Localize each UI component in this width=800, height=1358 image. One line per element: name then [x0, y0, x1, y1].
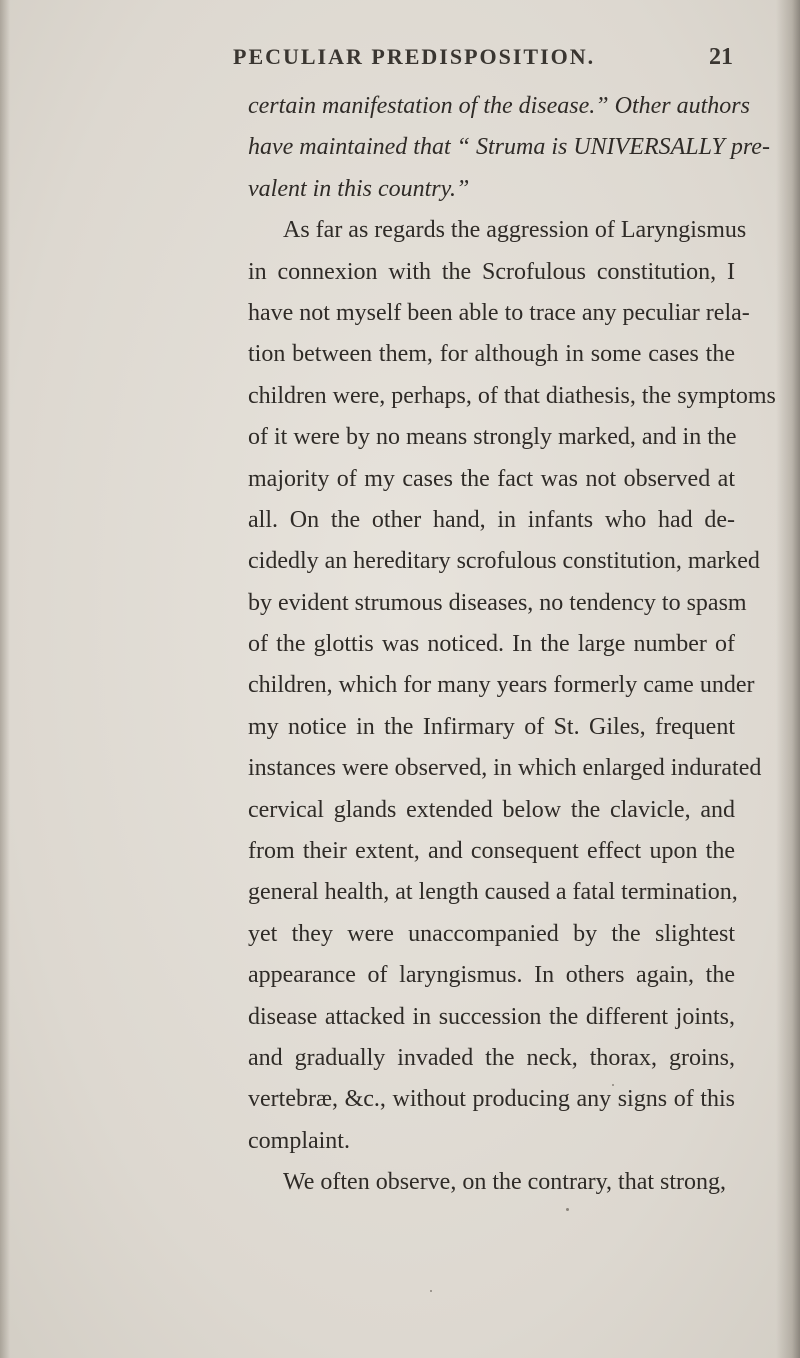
text-line: of it were by no means strongly marked, and in the: [248, 424, 737, 451]
text-line: certain manifestation of the disease.” Other authors: [248, 93, 750, 119]
text-line: have maintained that “ Struma is UNIVERSALLY pre-: [248, 134, 770, 161]
text-line: appearance of laryngismus. In others again, the: [248, 962, 735, 989]
paragraph-first-line: As far as regards the aggression of Laryngismus: [283, 217, 747, 244]
text-line: in connexion with the Scrofulous constitution, I: [248, 258, 735, 285]
text-line: vertebræ, &c., without producing any signs of this: [248, 1086, 735, 1113]
text-line: by evident strumous diseases, no tendency to spasm: [248, 589, 747, 616]
paper-speck: [612, 1084, 614, 1086]
text-line: general health, at length caused a fatal termination,: [248, 879, 738, 906]
text-line: have not myself been able to trace any peculiar rela-: [248, 299, 750, 326]
body-text: [248, 86, 776, 1204]
text-line: and gradually invaded the neck, thorax, groins,: [248, 1044, 735, 1071]
text-line: children were, perhaps, of that diathesis, the symptoms: [248, 382, 776, 409]
text-line: tion between them, for although in some cases the: [248, 341, 735, 368]
paper-speck: [566, 1208, 569, 1211]
text-line: of the glottis was noticed. In the large number of: [248, 631, 735, 658]
page-header: [233, 44, 733, 74]
text-line: valent in this country.”: [248, 175, 470, 202]
text-line: instances were observed, in which enlarged indurated: [248, 755, 762, 782]
running-head: PECULIAR PREDISPOSITION.: [233, 44, 596, 69]
text-line: cidedly an hereditary scrofulous constitution, marked: [248, 548, 760, 575]
text-line: all. On the other hand, in infants who had de-: [248, 506, 735, 533]
text-line: majority of my cases the fact was not observed at: [248, 465, 735, 492]
text-line: disease attacked in succession the different joints,: [248, 1003, 735, 1030]
text-line: from their extent, and consequent effect upon the: [248, 838, 735, 865]
page-edge-shadow: [0, 0, 10, 1358]
text-line: yet they were unaccompanied by the slightest: [248, 920, 735, 947]
paper-speck: [430, 1290, 432, 1292]
text-line: cervical glands extended below the clavicle, and: [248, 796, 735, 823]
text-line: children, which for many years formerly came under: [248, 672, 755, 699]
page-number: 21: [709, 44, 733, 70]
text-line: my notice in the Infirmary of St. Giles, frequent: [248, 713, 735, 740]
text-line: complaint.: [248, 1127, 350, 1154]
paragraph-first-line: We often observe, on the contrary, that strong,: [283, 1169, 727, 1196]
